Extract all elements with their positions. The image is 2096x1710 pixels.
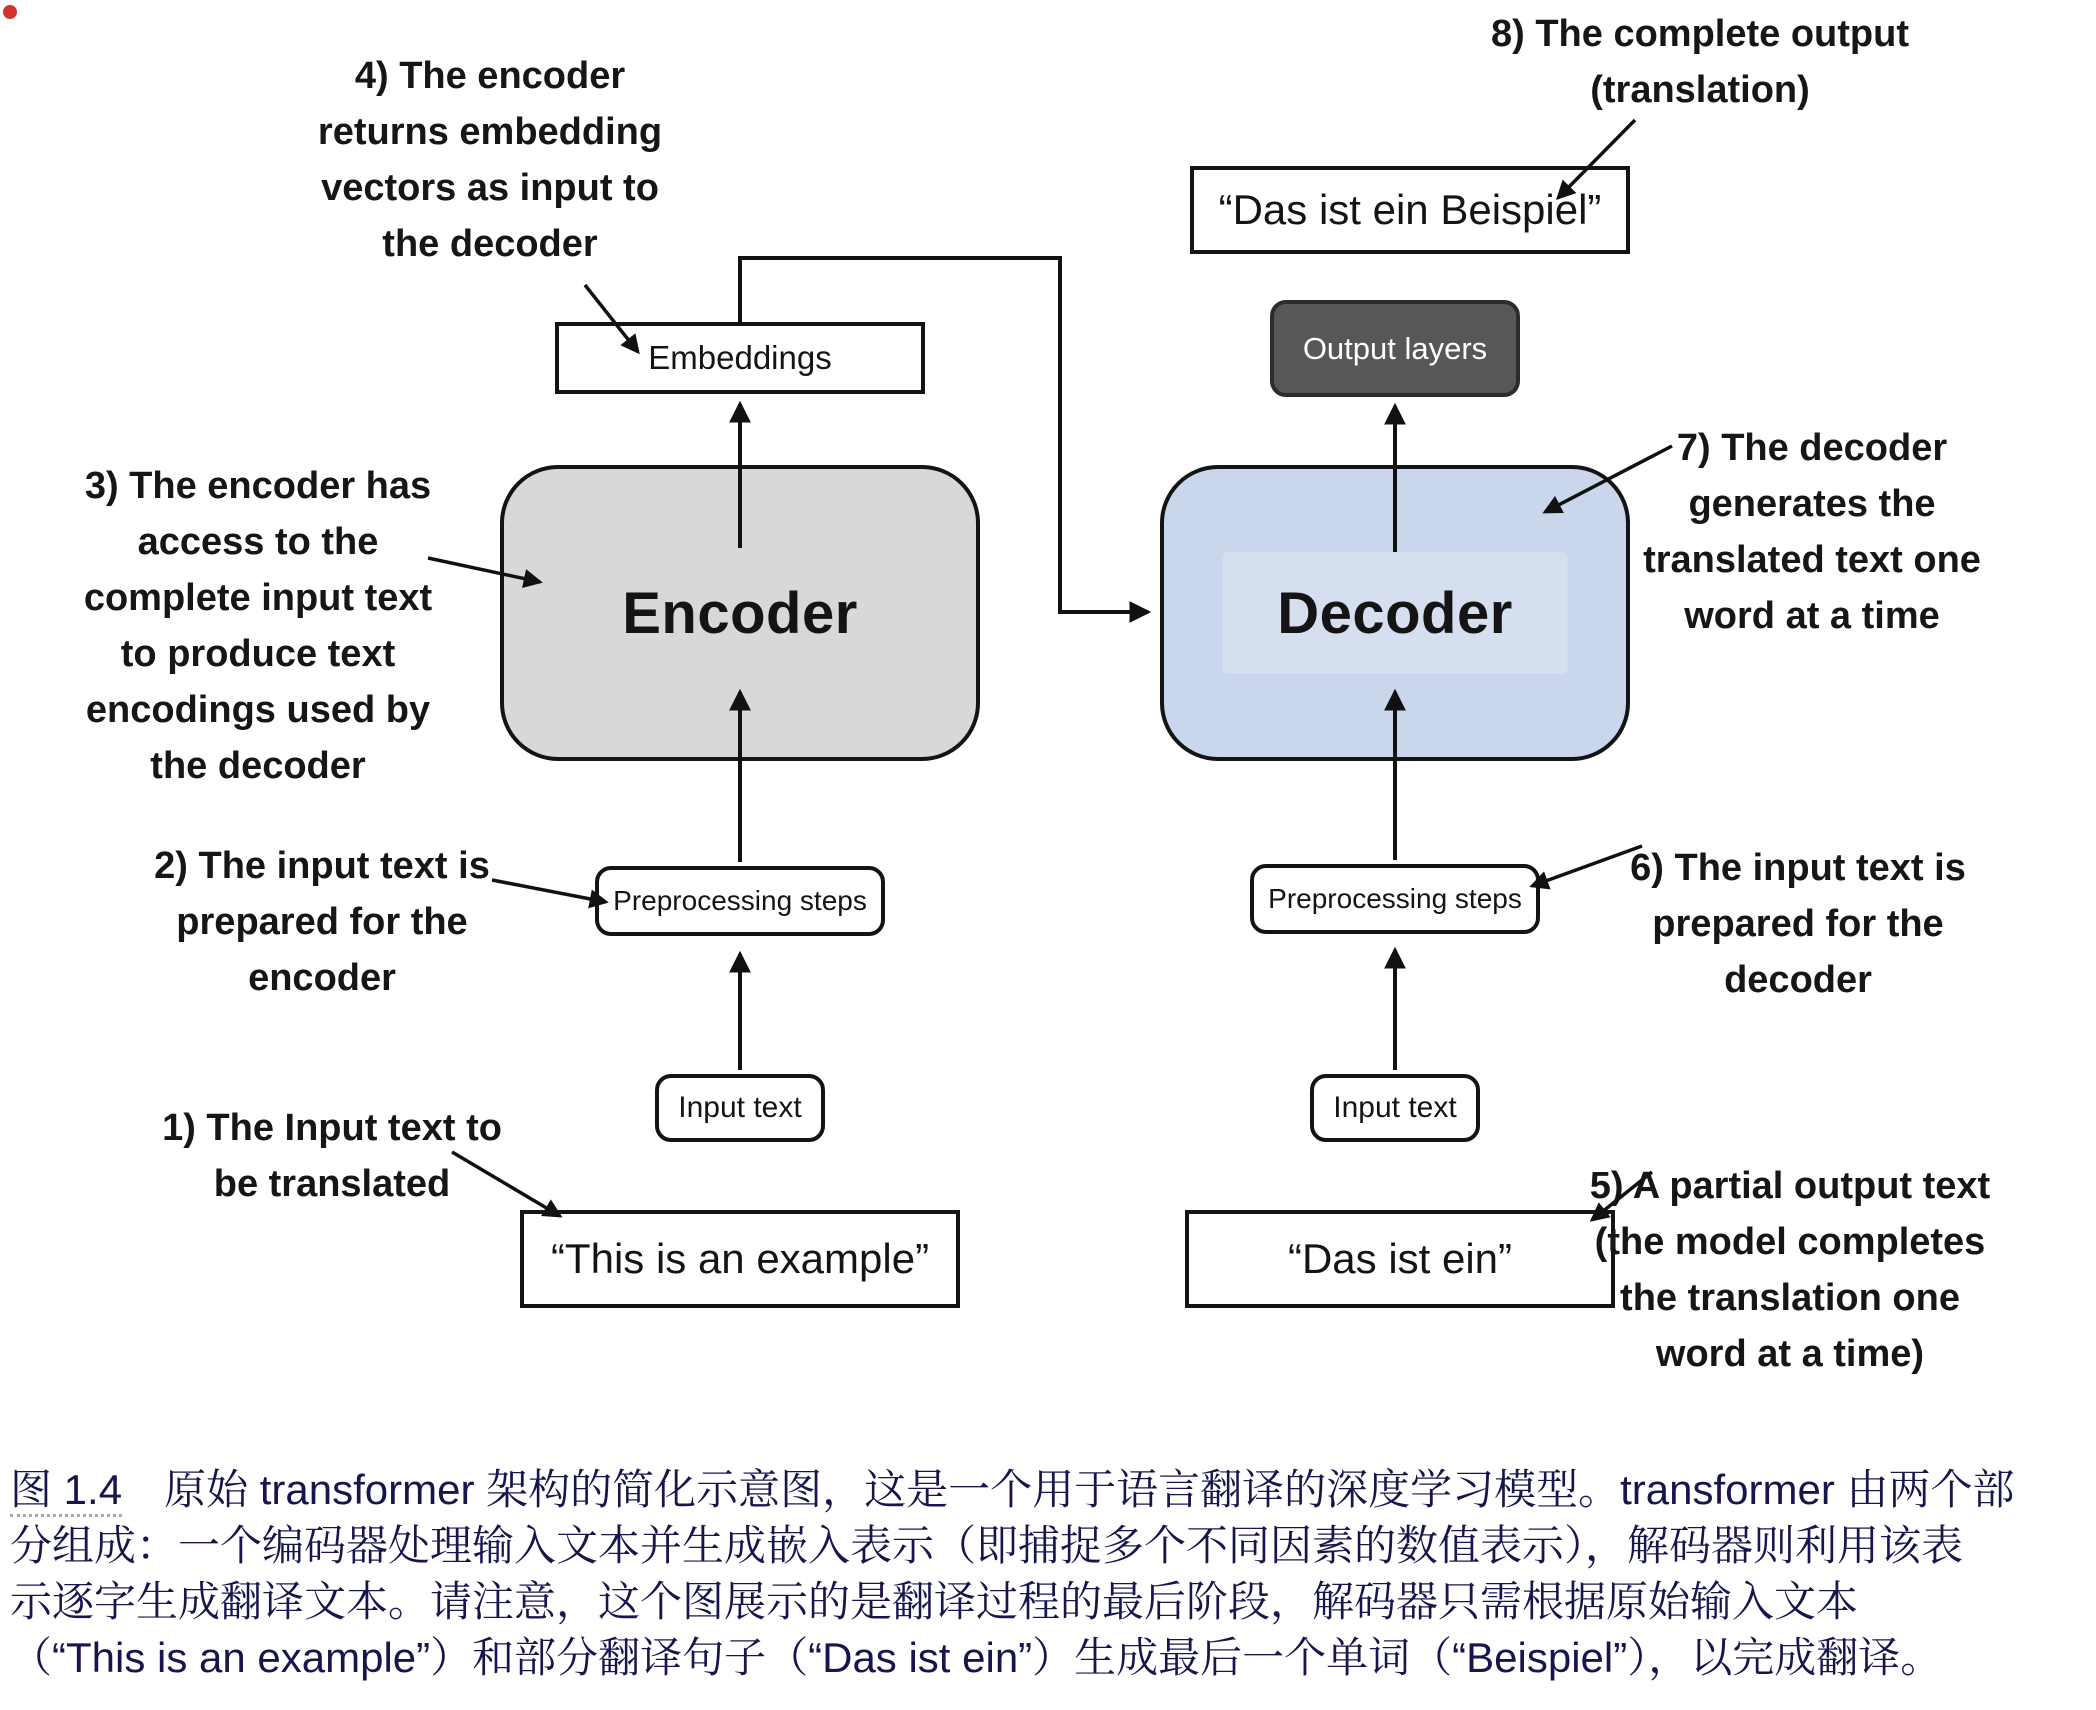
annotation-step8 — [1491, 6, 1909, 118]
annotation-step4 — [318, 48, 662, 272]
annotation-step7 — [1643, 420, 1981, 644]
preprocessing-right-label: Preprocessing steps — [1268, 883, 1522, 914]
caption-line: 示逐字生成翻译文本。请注意，这个图展示的是翻译过程的最后阶段，解码器只需根据原始输入文本 — [10, 1578, 1859, 1625]
annotation-line: 1) The Input text to — [162, 1107, 502, 1149]
embeddings-box — [555, 322, 925, 394]
annotation-line: 2) The input text is — [154, 845, 490, 887]
complete-output-label: “Das ist ein Beispiel” — [1218, 186, 1602, 233]
partial-output-box — [1185, 1210, 1615, 1308]
preprocessing-left-label: Preprocessing steps — [613, 885, 867, 916]
output-layers-label: Output layers — [1302, 330, 1488, 366]
encoder-box — [500, 465, 980, 761]
annotation-line: the translation one — [1620, 1277, 1960, 1319]
annotation-line: encoder — [248, 957, 396, 999]
annotation-step5 — [1590, 1158, 1990, 1382]
annotation-step3 — [84, 458, 432, 794]
output-layers-box — [1270, 300, 1520, 397]
annotation-line: 7) The decoder — [1676, 427, 1948, 469]
preprocessing-steps-left-box — [595, 866, 885, 936]
annotation-line: 5) A partial output text — [1589, 1165, 1991, 1207]
caption-line — [10, 1462, 2088, 1518]
annotation-line: encodings used by — [85, 689, 431, 731]
annotation-line: generates the — [1688, 483, 1936, 525]
pointer-step6-to-preprocessing-right — [1532, 846, 1642, 886]
input-text-left-box — [655, 1074, 825, 1142]
annotation-line: 3) The encoder has — [84, 465, 432, 507]
partial-output-label: “Das ist ein” — [1287, 1235, 1513, 1282]
red-dot-indicator — [3, 5, 17, 19]
annotation-line: access to the — [137, 521, 379, 563]
annotation-line: 6) The input text is — [1630, 847, 1966, 889]
encoder-label: Encoder — [622, 580, 858, 646]
annotation-line: prepared for the — [176, 901, 468, 943]
annotation-line: vectors as input to — [321, 167, 659, 209]
annotation-line: the decoder — [382, 223, 598, 265]
annotation-step1 — [162, 1100, 502, 1212]
annotation-step2 — [154, 838, 490, 1006]
decoder-label: Decoder — [1277, 580, 1513, 646]
annotation-line: to produce text — [120, 633, 396, 675]
caption-line: （“This is an example”）和部分翻译句子（“Das ist ein”）生成最后一个单词（“Beispiel”），以完成翻译。 — [10, 1634, 1943, 1681]
annotation-step6 — [1630, 840, 1966, 1008]
source-sentence-box — [520, 1210, 960, 1308]
annotation-line: prepared for the — [1652, 903, 1944, 945]
complete-output-box — [1190, 166, 1630, 254]
annotation-line: word at a time) — [1655, 1333, 1925, 1375]
annotation-line: complete input text — [83, 577, 433, 619]
figure-number: 图 1.4 — [10, 1466, 122, 1517]
annotation-line: the decoder — [150, 745, 366, 787]
annotation-line: 4) The encoder — [354, 55, 626, 97]
annotation-line: translated text one — [1643, 539, 1981, 581]
input-text-right-box — [1310, 1074, 1480, 1142]
annotation-line: decoder — [1724, 959, 1872, 1001]
input-text-left-label: Input text — [678, 1091, 802, 1124]
embeddings-label: Embeddings — [648, 339, 832, 376]
annotation-line: 8) The complete output — [1491, 13, 1909, 55]
pointer-step2-to-preprocessing-left — [492, 880, 606, 902]
figure-caption — [10, 1462, 2088, 1686]
decoder-box — [1160, 465, 1630, 761]
annotation-line: returns embedding — [317, 111, 663, 153]
caption-text: 原始 transformer 架构的简化示意图，这是一个用于语言翻译的深度学习模型。transformer 由两个部 — [122, 1466, 2015, 1513]
input-text-right-label: Input text — [1333, 1091, 1457, 1124]
annotation-line: (the model completes — [1594, 1221, 1986, 1263]
annotation-line: (translation) — [1590, 69, 1810, 111]
source-sentence-label: “This is an example” — [550, 1235, 930, 1282]
annotation-line: word at a time — [1684, 595, 1940, 637]
preprocessing-steps-right-box — [1250, 864, 1540, 934]
annotation-line: be translated — [213, 1163, 451, 1205]
caption-line: 分组成：一个编码器处理输入文本并生成嵌入表示（即捕捉多个不同因素的数值表示），解码器则利用该表 — [10, 1522, 1964, 1569]
